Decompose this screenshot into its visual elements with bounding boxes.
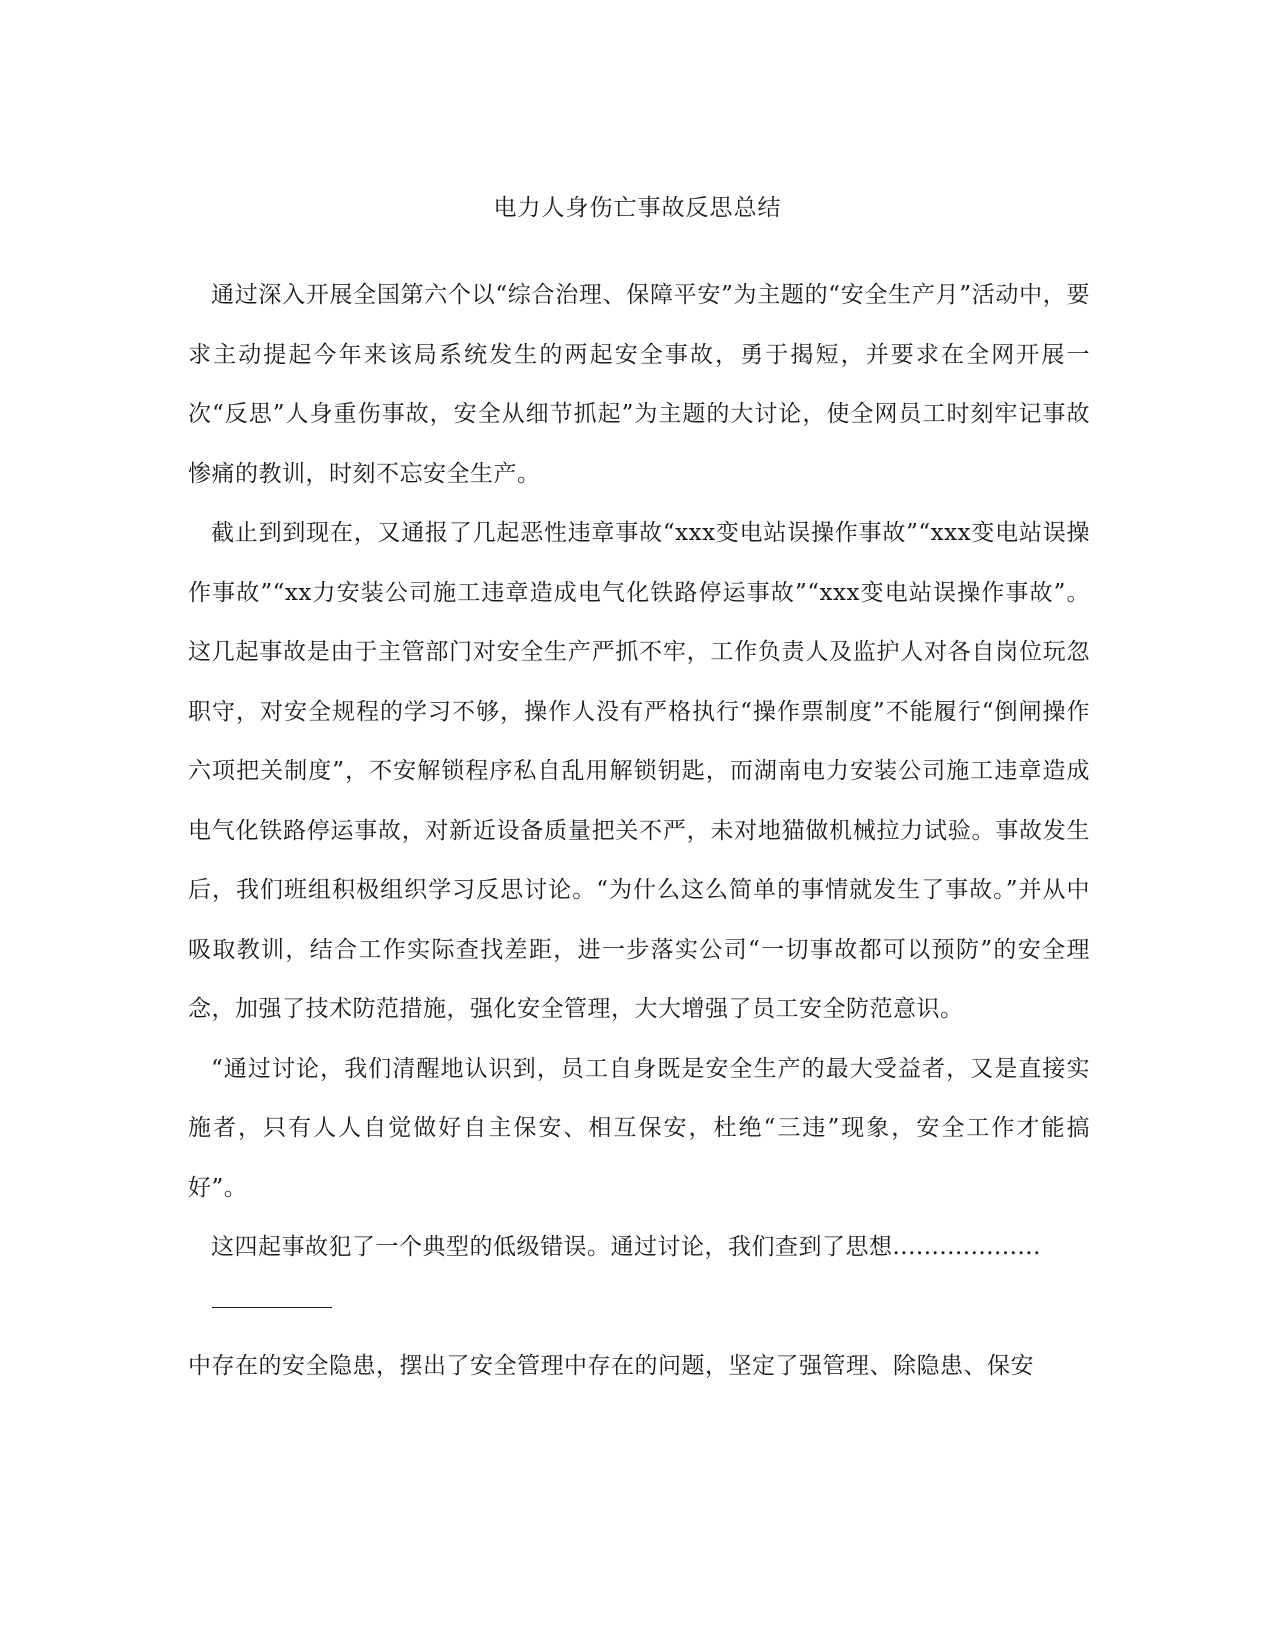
paragraph-2: 截止到到现在，又通报了几起恶性违章事故“xxx变电站误操作事故”“xxx变电站误操作事故”“xx力安装公司施工违章造成电气化铁路停运事故”“xxx变电站误操作事故”。这几起事故是由于主管部门对安全生产严抓不牢，工作负责人及监护人对各自岗位玩忽职守，对安全规程的学习不够，操作人没有严格执行“操作票制度”不能履行“倒闸操作六项把关制度”，不安解锁程序私自乱用解锁钥匙，而湖南电力安装公司施工违章造成电气化铁路停运事故，对新近设备质量把关不严，未对地猫做机械拉力试验。事故发生后，我们班组积极组织学习反思讨论。“为什么这么简单的事情就发生了事故。”并从中吸取教训，结合工作实际查找差距，进一步落实公司“一切事故都可以预防”的安全理念，加强了技术防范措施，强化安全管理，大大增强了员工安全防范意识。 (188, 520, 1090, 1022)
document-body (188, 266, 1090, 1397)
paragraph-3: “通过讨论，我们清醒地认识到，员工自身既是安全生产的最大受益者，又是直接实施者，只有人人自觉做好自主保安、相互保安，杜绝“三违”现象，安全工作才能搞好”。 (188, 1055, 1090, 1201)
paragraph-5: 中存在的安全隐患，摆出了安全管理中存在的问题，坚定了强管理、除隐患、保安 (188, 1353, 1034, 1379)
divider-rule (188, 1278, 1090, 1338)
paragraph-4: 这四起事故犯了一个典型的低级错误。通过讨论，我们查到了思想................... (211, 1234, 1041, 1260)
document-title: 电力人身伤亡事故反思总结 (493, 195, 782, 221)
paragraph-1: 通过深入开展全国第六个以“综合治理、保障平安”为主题的“安全生产月”活动中，要求主动提起今年来该局系统发生的两起安全事故，勇于揭短，并要求在全网开展一次“反思”人身重伤事故，安全从细节抓起”为主题的大讨论，使全网员工时刻牢记事故惨痛的教训，时刻不忘安全生产。 (188, 282, 1090, 487)
